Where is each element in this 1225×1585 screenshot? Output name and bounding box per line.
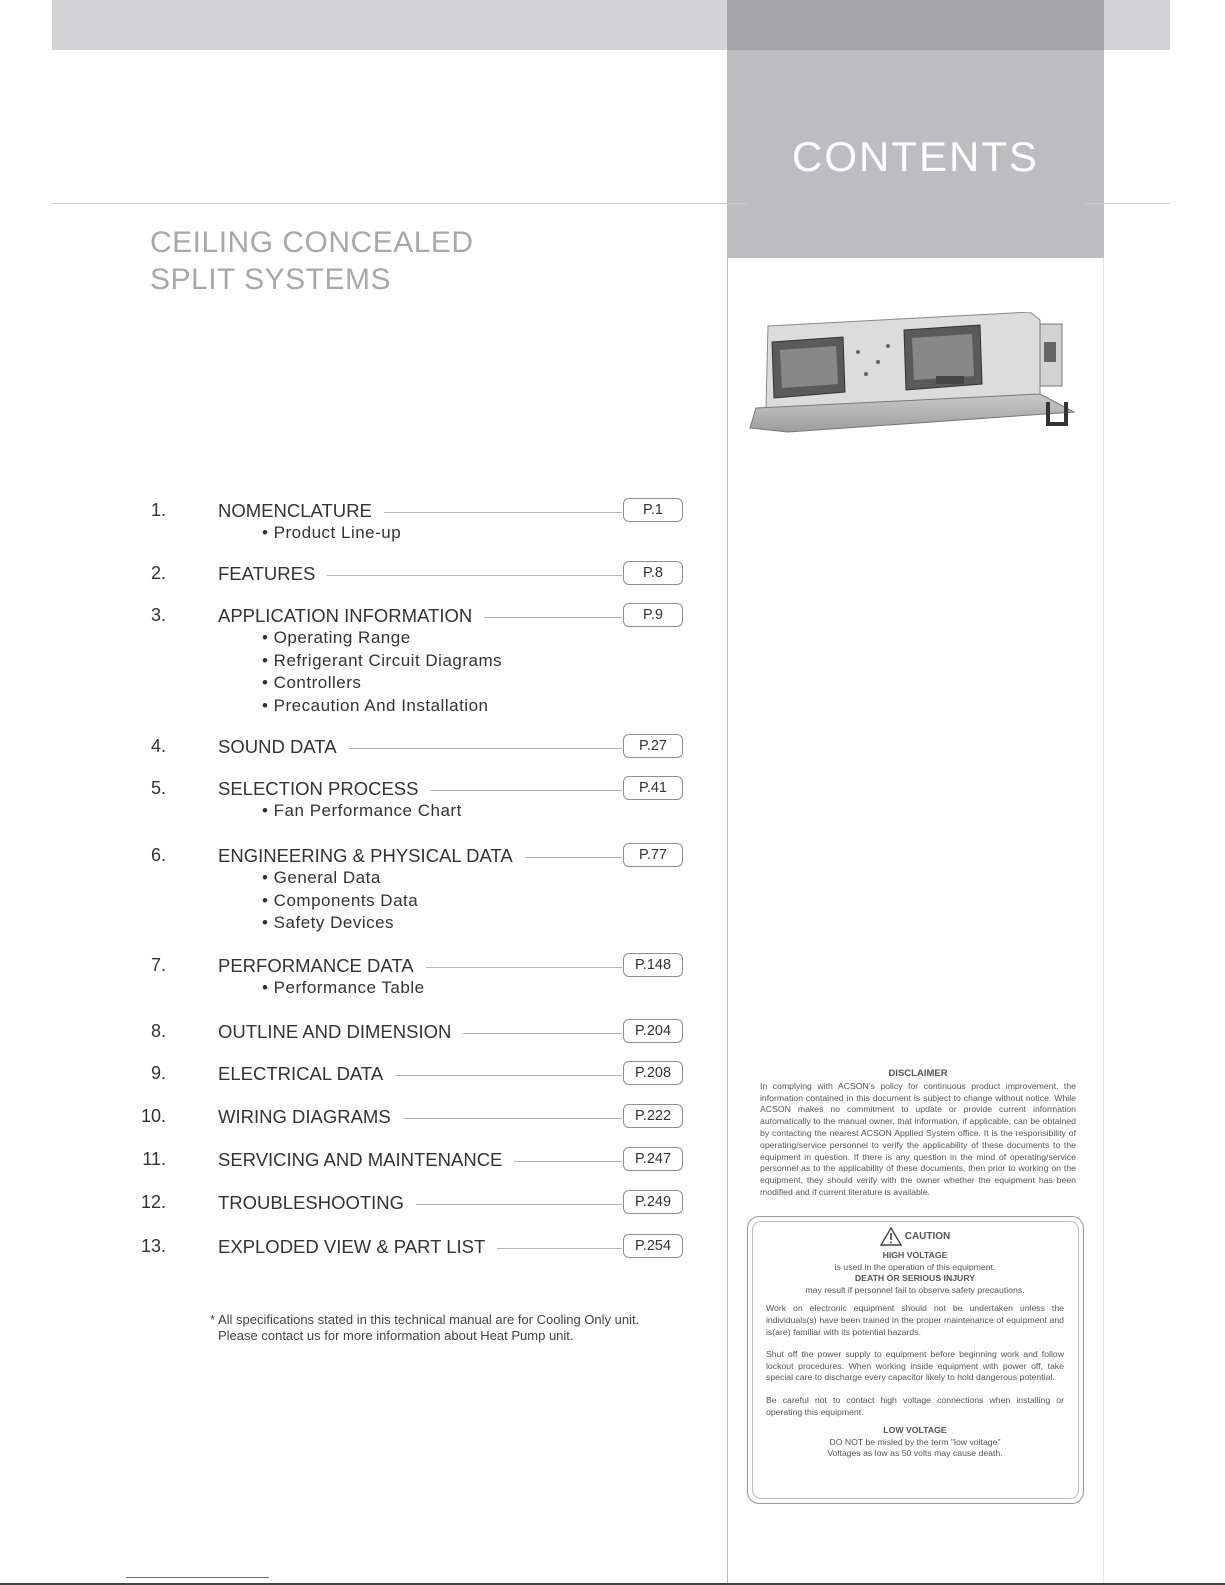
ceiling-unit-illustration [748, 312, 1084, 444]
toc-leader-line [384, 512, 622, 513]
section-title-line1: CEILING CONCEALED [150, 226, 474, 259]
caution-box [747, 1216, 1084, 1504]
toc-subitem[interactable]: • Controllers [262, 673, 362, 692]
toc-title[interactable]: PERFORMANCE DATA [218, 955, 414, 976]
toc-subitem[interactable]: • Fan Performance Chart [262, 801, 462, 820]
caution-paragraph-2: Shut off the power supply to equipment before beginning work and follow lockout procedures. When working inside equipment with power off, take special care to discharge every capacitor likely to hold dangerous potential. [766, 1349, 1064, 1383]
toc-leader-line [416, 1204, 622, 1205]
toc-number: 8. [150, 1021, 166, 1041]
toc-number: 12. [140, 1192, 166, 1212]
toc-subitem[interactable]: • Precaution And Installation [262, 695, 489, 715]
toc-page-badge[interactable]: P.249 [623, 1190, 683, 1214]
toc-page-badge[interactable]: P.222 [623, 1104, 683, 1128]
toc-subitem[interactable]: • Performance Table [262, 978, 425, 997]
toc-page-badge[interactable]: P.9 [623, 603, 683, 627]
low-voltage-text-1: DO NOT be misled by the term "low voltage" [829, 1436, 1001, 1447]
toc-number: 10. [140, 1106, 166, 1126]
toc-page-badge[interactable]: P.8 [623, 561, 683, 585]
toc-number: 9. [150, 1063, 166, 1083]
low-voltage-label: LOW VOLTAGE [883, 1425, 947, 1436]
toc-page-badge[interactable]: P.77 [623, 843, 683, 867]
high-voltage-text: is used in the operation of this equipment. [834, 1261, 996, 1272]
toc-entry[interactable] [0, 1021, 700, 1045]
caution-paragraph-3: Be careful not to contact high voltage connections when installing or operating this equipment. [766, 1394, 1064, 1417]
toc-entry[interactable] [0, 1063, 700, 1087]
toc-entry[interactable] [0, 1236, 700, 1260]
caution-paragraph-1: Work on electronic equipment should not be undertaken unless the individuals(s) have been trained in the proper maintenance of equipment and is(are) familiar with its potential hazards. [766, 1303, 1064, 1337]
toc-page-badge[interactable]: P.247 [623, 1147, 683, 1171]
toc-leader-line [395, 1075, 622, 1076]
toc-leader-line [349, 748, 622, 749]
disclaimer [760, 1068, 1076, 1199]
toc-subitem[interactable]: • General Data [262, 868, 381, 887]
toc-leader-line [525, 857, 622, 858]
toc-entry[interactable] [0, 778, 700, 802]
toc-page-badge[interactable]: P.254 [623, 1234, 683, 1258]
death-injury-label: DEATH OR SERIOUS INJURY [854, 1273, 976, 1284]
toc-subitem[interactable]: • Product Line-up [262, 523, 402, 542]
warning-triangle-icon [880, 1227, 902, 1246]
caution-label: CAUTION [904, 1231, 951, 1243]
toc-number: 3. [150, 605, 166, 625]
toc-title[interactable]: EXPLODED VIEW & PART LIST [218, 1236, 486, 1257]
toc-subitem[interactable]: • Operating Range [262, 628, 411, 647]
toc-entry[interactable] [0, 563, 700, 587]
toc-entry[interactable] [0, 1106, 700, 1130]
toc-title[interactable]: APPLICATION INFORMATION [218, 605, 473, 626]
toc-page-badge[interactable]: P.27 [623, 734, 683, 758]
toc-entry[interactable] [0, 500, 700, 524]
toc-entry[interactable] [0, 1192, 700, 1216]
disclaimer-body: In complying with ACSON's policy for continuous product improvement, the information contained in this document is subject to change without notice. While ACSON makes no commitment to update or provide current information automatically to the manual owner, that information, if applicable, can be obtained by contacting the nearest ACSON Applied System office. It is the responsibility of operating/service personnel to verify the applicability of these documents to the equipment in question. If there is any question in the mind of operating/service personnel as to the applicability of these documents, then prior to working on the equipment, they should verify with the owner whether the equipment has been modified and if current literature is available. [760, 1080, 1076, 1197]
low-voltage-text-2: Voltages as low as 50 volts may cause death. [827, 1448, 1003, 1459]
header-band-accent [727, 0, 1104, 50]
footnote-line2: Please contact us for more information about Heat Pump unit. [218, 1328, 574, 1343]
toc-number: 4. [150, 736, 166, 756]
section-title-line2: SPLIT SYSTEMS [150, 263, 392, 296]
toc-entry[interactable] [0, 736, 700, 760]
toc-number: 5. [150, 778, 166, 798]
toc-title[interactable]: SELECTION PROCESS [218, 778, 419, 799]
toc-entry[interactable] [0, 845, 700, 869]
toc-leader-line [430, 790, 622, 791]
toc-leader-line [497, 1248, 622, 1249]
divider-right [1085, 203, 1170, 204]
toc-title[interactable]: ENGINEERING & PHYSICAL DATA [218, 845, 513, 866]
toc-page-badge[interactable]: P.1 [623, 498, 683, 522]
toc-leader-line [463, 1033, 622, 1034]
toc-leader-line [514, 1161, 622, 1162]
death-injury-text: may result if personnel fail to observe safety precautions. [805, 1284, 1025, 1295]
toc-subitem[interactable]: • Components Data [262, 890, 419, 910]
toc-title[interactable]: SOUND DATA [218, 736, 337, 757]
toc-page-badge[interactable]: P.204 [623, 1019, 683, 1043]
toc-title[interactable]: FEATURES [218, 563, 316, 584]
toc-title[interactable]: NOMENCLATURE [218, 500, 372, 521]
toc-title[interactable]: ELECTRICAL DATA [218, 1063, 384, 1084]
toc-entry[interactable] [0, 955, 700, 979]
toc-title[interactable]: SERVICING AND MAINTENANCE [218, 1149, 503, 1170]
toc-page-badge[interactable]: P.148 [623, 953, 683, 977]
toc-subitem[interactable]: • Refrigerant Circuit Diagrams [262, 650, 503, 670]
toc-entry[interactable] [0, 1149, 700, 1173]
caution-content [766, 1227, 1064, 1460]
toc-title[interactable]: WIRING DIAGRAMS [218, 1106, 391, 1127]
toc-leader-line [327, 575, 622, 576]
high-voltage-label: HIGH VOLTAGE [882, 1250, 948, 1260]
section-title [150, 224, 474, 298]
toc-page-badge[interactable]: P.208 [623, 1061, 683, 1085]
caution-heading [766, 1227, 1064, 1246]
toc-entry[interactable] [0, 605, 700, 629]
toc-number: 2. [150, 563, 166, 583]
toc-number: 6. [150, 845, 166, 865]
toc-page-badge[interactable]: P.41 [623, 776, 683, 800]
toc-number: 13. [140, 1236, 166, 1256]
toc-subitem[interactable]: • Safety Devices [262, 913, 395, 932]
contents-title: CONTENTS [792, 133, 1039, 180]
toc-title[interactable]: OUTLINE AND DIMENSION [218, 1021, 452, 1042]
footnote-line1: * All specifications stated in this technical manual are for Cooling Only unit. [210, 1312, 640, 1327]
toc-leader-line [484, 617, 622, 618]
disclaimer-title: DISCLAIMER [888, 1068, 948, 1079]
toc-title[interactable]: TROUBLESHOOTING [218, 1192, 405, 1213]
footnote [210, 1312, 639, 1344]
toc-number: 1. [150, 500, 166, 520]
divider-left [52, 203, 747, 204]
sidebar-rule [727, 258, 728, 1585]
toc-leader-line [426, 967, 622, 968]
bottom-link-underline [126, 1577, 269, 1578]
toc-number: 7. [150, 955, 166, 975]
toc-number: 11. [142, 1149, 166, 1169]
toc-leader-line [403, 1118, 622, 1119]
sidebar-rule-right [1103, 258, 1104, 1585]
